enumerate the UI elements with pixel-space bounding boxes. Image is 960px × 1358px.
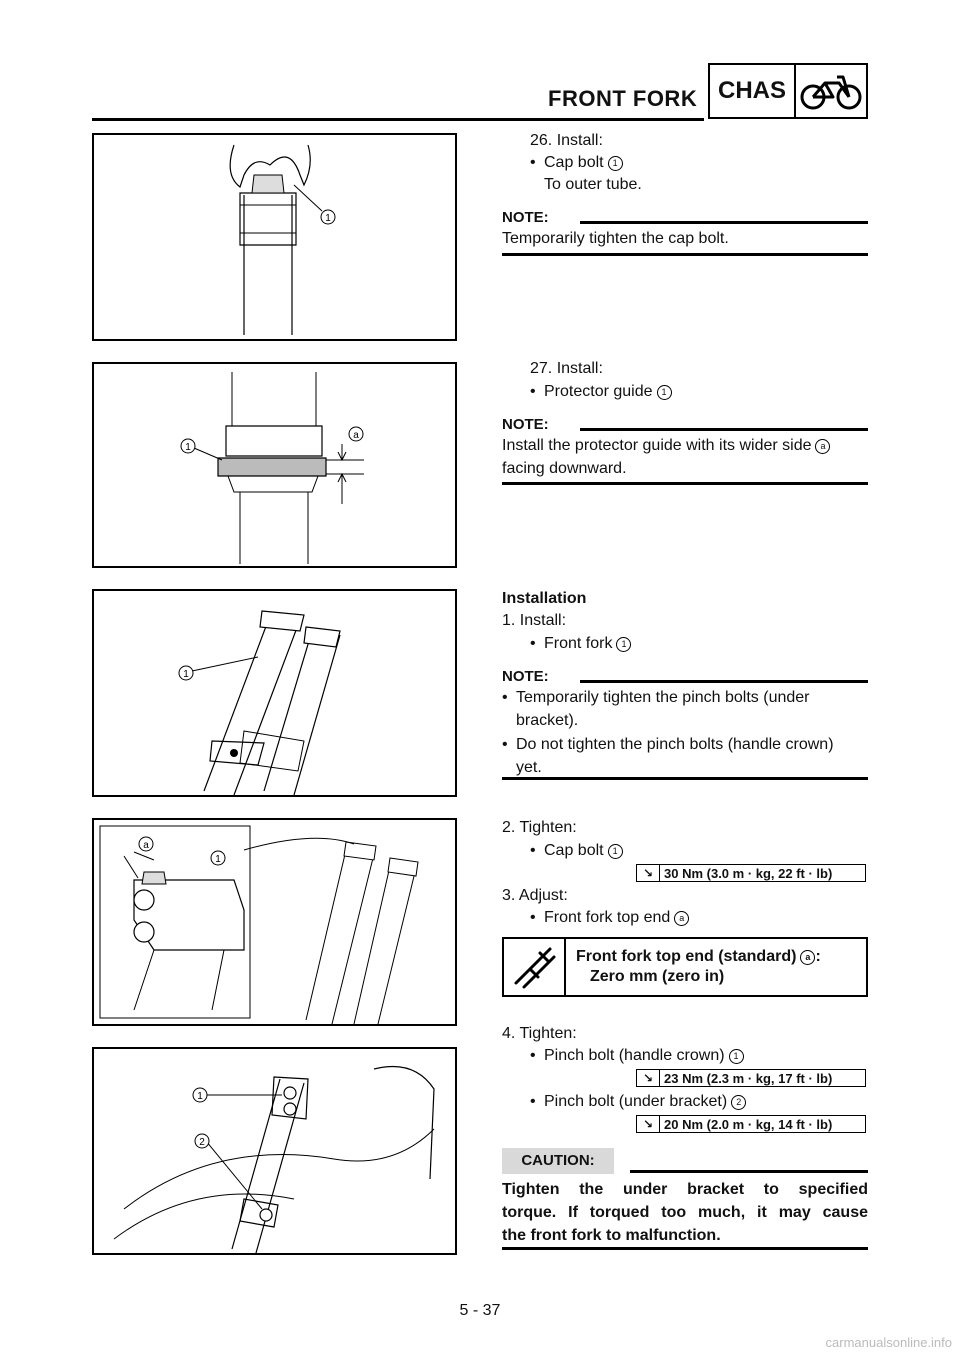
callout-1: 1: [325, 213, 331, 224]
ref-number: 1: [657, 385, 672, 400]
sub-text: To outer tube.: [544, 176, 642, 193]
note-bullet-1-cont: bracket).: [516, 712, 579, 729]
caution-rule: [630, 1170, 868, 1173]
note-text-line1: Install the protector guide with its wider side: [502, 437, 812, 454]
step-4: 4. Tighten:: [502, 1025, 577, 1042]
note-end-rule: [502, 253, 868, 256]
bullet-text: Cap bolt: [544, 842, 604, 859]
page-title: FRONT FORK: [548, 86, 698, 111]
bullet-text: Protector guide: [544, 383, 653, 400]
ref-letter: a: [674, 911, 689, 926]
step-2: 2. Tighten:: [502, 819, 577, 836]
callout-a: a: [353, 430, 359, 441]
step-3: 3. Adjust:: [502, 887, 568, 904]
bullet-front-fork-top-end: [544, 907, 689, 929]
note-rule: [580, 221, 868, 224]
ref-number: 1: [616, 637, 631, 652]
callout-1: 1: [185, 442, 191, 453]
ref-letter: a: [815, 439, 830, 454]
note-text: Temporarily tighten the cap bolt.: [502, 230, 729, 247]
ref-number: 2: [731, 1095, 746, 1110]
torque-value: 23 Nm (2.3 m · kg, 17 ft · lb): [664, 1071, 833, 1086]
note-text: [502, 435, 830, 457]
note-rule: [580, 680, 868, 683]
torque-spec-box: [636, 1069, 866, 1087]
bullet-pinch-bolt-handle: [544, 1045, 744, 1067]
note-end-rule: [502, 777, 868, 780]
callout-1: 1: [197, 1091, 203, 1102]
section-badge-label: CHAS: [710, 65, 796, 117]
caution-text-3: the front fork to malfunction.: [502, 1227, 721, 1244]
bullet-front-fork: [544, 633, 631, 655]
caution-text-1: Tighten the under bracket to specified: [502, 1181, 868, 1198]
caution-label: CAUTION:: [502, 1148, 614, 1174]
spec-title: Front fork top end (standard): [576, 948, 797, 965]
note-text-line2: facing downward.: [502, 460, 627, 477]
figure-protector-guide: [92, 362, 457, 568]
note-bullet-2-cont: yet.: [516, 759, 542, 776]
spec-colon: :: [815, 948, 821, 965]
caliper-icon: [504, 939, 566, 995]
ref-number: 1: [608, 844, 623, 859]
note-bullet-1: • Temporarily tighten the pinch bolts (under: [516, 687, 810, 709]
note-label: NOTE:: [502, 209, 549, 226]
spec-text: [566, 939, 831, 995]
bullet-text: Pinch bolt (handle crown): [544, 1047, 725, 1064]
callout-2: 2: [199, 1137, 205, 1148]
section-heading: Installation: [502, 590, 587, 607]
torque-value: 30 Nm (3.0 m · kg, 22 ft · lb): [664, 866, 833, 881]
step-27: 27. Install:: [530, 360, 603, 377]
torque-value: 20 Nm (2.0 m · kg, 14 ft · lb): [664, 1117, 833, 1132]
bullet-text: Pinch bolt (under bracket): [544, 1093, 728, 1110]
note-rule: [580, 428, 868, 431]
torque-wrench-icon: ↘: [637, 1070, 660, 1086]
note-end-rule: [502, 482, 868, 485]
watermark: carmanualsonline.info: [825, 1335, 952, 1350]
page-number: 5 - 37: [459, 1302, 501, 1319]
note-label: NOTE:: [502, 668, 549, 685]
callout-1: 1: [183, 669, 189, 680]
ref-letter: a: [800, 950, 815, 965]
bullet-text: Front fork: [544, 635, 613, 652]
ref-number: 1: [608, 156, 623, 171]
spec-value: Zero mm (zero in): [590, 968, 725, 985]
caution-end-rule: [502, 1247, 868, 1250]
figure-pinch-bolts: [92, 1047, 457, 1255]
bullet-cap-bolt: [544, 152, 623, 174]
step-26: 26. Install:: [530, 132, 603, 149]
bullet-cap-bolt: [544, 840, 623, 862]
note-label: NOTE:: [502, 416, 549, 433]
bullet-pinch-bolt-under: [544, 1091, 746, 1113]
bullet-text: Cap bolt: [544, 154, 604, 171]
bullet-protector-guide: [544, 381, 672, 403]
torque-spec-box: [636, 1115, 866, 1133]
callout-a: a: [143, 840, 149, 851]
caution-text-2: torque. If torqued too much, it may cause: [502, 1204, 868, 1221]
callout-1: 1: [215, 854, 221, 865]
figure-cap-bolt-tighten: [92, 818, 457, 1026]
figure-front-fork-install: [92, 589, 457, 797]
torque-wrench-icon: ↘: [637, 1116, 660, 1132]
spec-box: [502, 937, 868, 997]
figure-cap-bolt: [92, 133, 457, 341]
torque-spec-box: [636, 864, 866, 882]
torque-wrench-icon: ↘: [637, 865, 660, 881]
bullet-text: Front fork top end: [544, 909, 671, 926]
step-1: 1. Install:: [502, 612, 567, 629]
ref-number: 1: [729, 1049, 744, 1064]
text-column: [502, 0, 868, 1358]
note-bullet-2: • Do not tighten the pinch bolts (handle crown): [516, 734, 834, 756]
